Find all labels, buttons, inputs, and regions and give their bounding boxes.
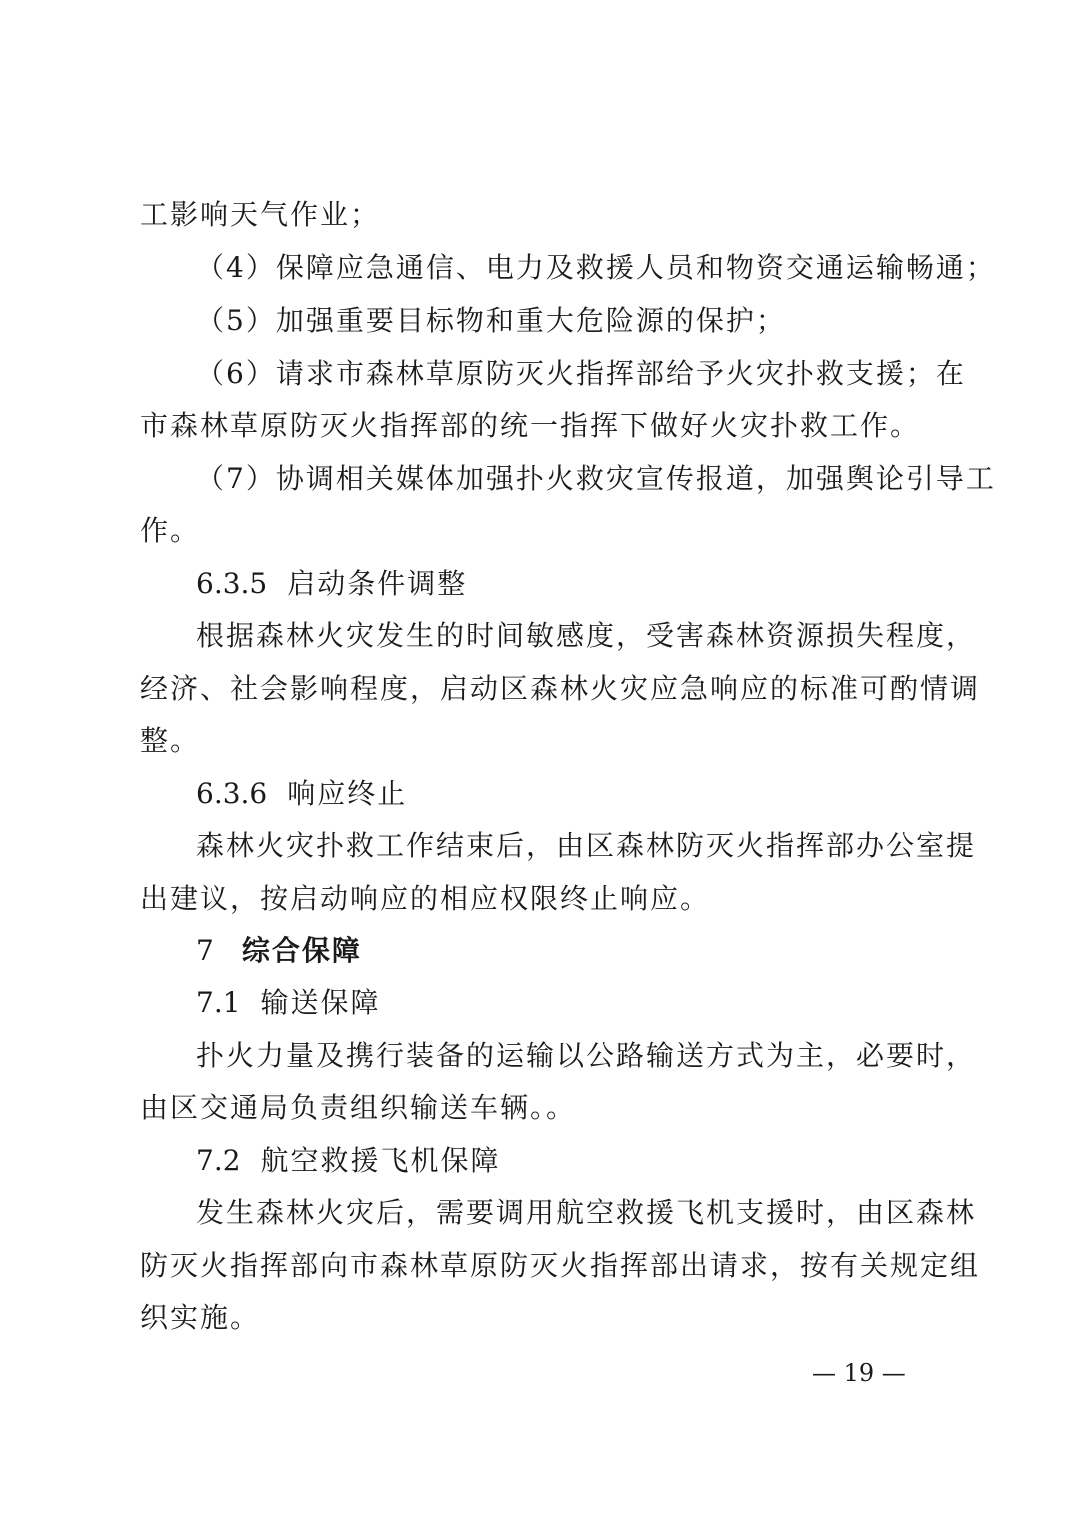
page-number: — 19 — <box>812 1359 906 1387</box>
body-line: 根据森林火灾发生的时间敏感度，受害森林资源损失程度， <box>196 619 977 652</box>
body-line: 整。 <box>140 724 201 757</box>
body-line: 防灭火指挥部向市森林草原防灭火指挥部出请求，按有关规定组 <box>140 1249 981 1282</box>
body-line: 出建议，按启动响应的相应权限终止响应。 <box>140 882 711 915</box>
section-heading-7 <box>196 931 941 971</box>
section-title: 综合保障 <box>241 934 362 967</box>
body-line: （4）保障应急通信、电力及救援人员和物资交通运输畅通； <box>196 251 996 284</box>
body-line: 市森林草原防灭火指挥部的统一指挥下做好火灾扑救工作。 <box>140 409 921 442</box>
section-number: 6.3.5 <box>196 567 268 600</box>
section-title: 输送保障 <box>260 986 381 1019</box>
body-line: 织实施。 <box>140 1301 261 1334</box>
body-line: 森林火灾扑救工作结束后，由区森林防灭火指挥部办公室提 <box>196 829 977 862</box>
section-title: 启动条件调整 <box>287 567 468 600</box>
body-line: （7）协调相关媒体加强扑火救灾宣传报道，加强舆论引导工 <box>196 462 996 495</box>
body-line: 由区交通局负责组织输送车辆。。 <box>140 1091 577 1124</box>
section-number: 7.1 <box>196 986 241 1019</box>
section-title: 响应终止 <box>287 777 408 810</box>
section-heading-7-1 <box>196 983 941 1023</box>
section-heading-7-2 <box>196 1141 941 1181</box>
body-line: 工影响天气作业； <box>140 198 381 231</box>
section-heading-6-3-6 <box>196 774 941 814</box>
body-line: 发生森林火灾后，需要调用航空救援飞机支援时，由区森林 <box>196 1196 977 1229</box>
body-line: （5）加强重要目标物和重大危险源的保护； <box>196 304 786 337</box>
section-heading-6-3-5 <box>196 564 941 604</box>
section-title: 航空救援飞机保障 <box>260 1144 501 1177</box>
body-line: 经济、社会影响程度，启动区森林火灾应急响应的标准可酌情调 <box>140 672 981 705</box>
body-line: 扑火力量及携行装备的运输以公路输送方式为主，必要时， <box>196 1039 977 1072</box>
body-line: 作。 <box>140 514 201 547</box>
section-number: 7.2 <box>196 1144 241 1177</box>
body-line: （6）请求市森林草原防灭火指挥部给予火灾扑救支援；在 <box>196 357 966 390</box>
section-number: 7 <box>196 934 214 967</box>
section-number: 6.3.6 <box>196 777 268 810</box>
